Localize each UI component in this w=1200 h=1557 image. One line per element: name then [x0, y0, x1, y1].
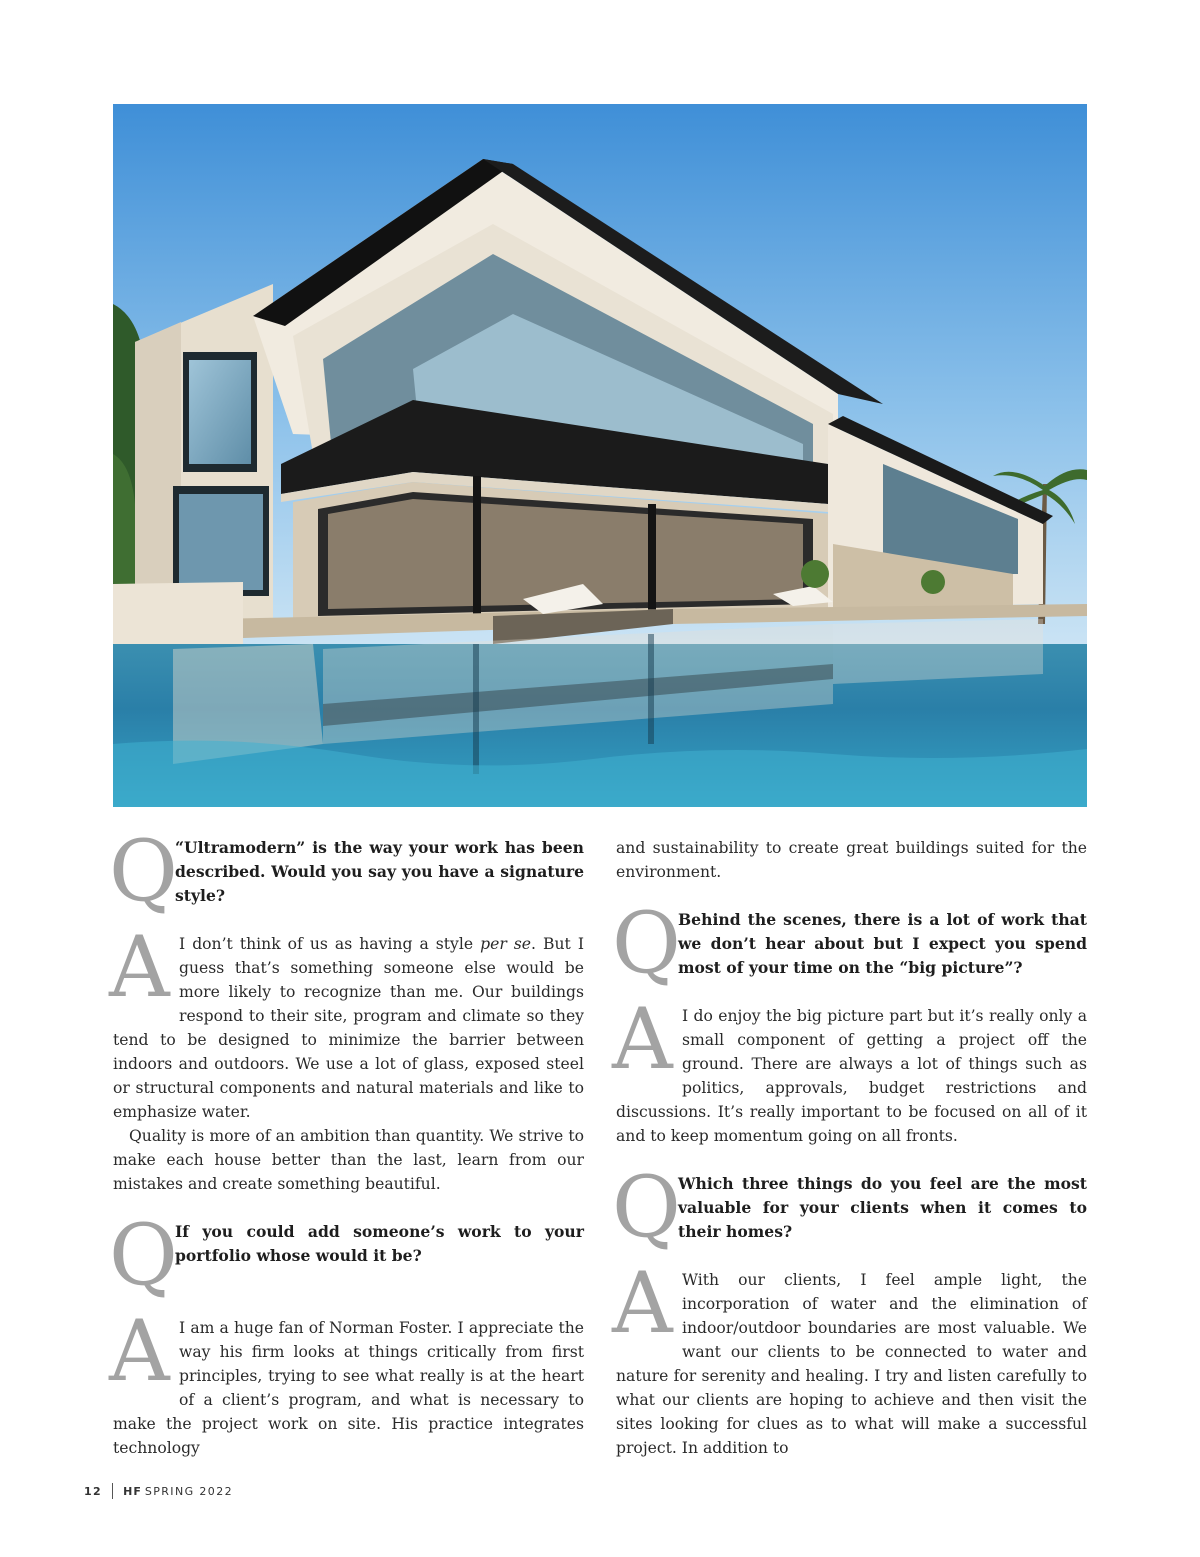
- answer-dropcap: A: [612, 990, 673, 1088]
- answer-paragraph: With our clients, I feel ample light, the incorporation of water and the elimination of indoor/outdoor boundaries are most valuable. We want our clients to be connected to water and nature for serenity and healing. I try and listen carefully to what our clients are hoping to achieve and then visit the sites looking for clues as to what will make a successful project. In addition to: [616, 1271, 1087, 1457]
- question-text: Which three things do you feel are the most valuable for your clients when it comes to their homes?: [678, 1174, 1087, 1241]
- answer-text: . But I guess that’s something someone else would be more likely to recognize than me. Our buildings respond to their site, program and climate so they tend to be designed to minimize the barrier between indoors and outdoors. We use a lot of glass, exposed steel or structural components and natural materials and like to emphasize water.: [113, 935, 584, 1121]
- magazine-brand: HF: [123, 1484, 142, 1498]
- answer-2: [109, 1302, 584, 1460]
- answer-paragraph: and sustainability to create great buildings suited for the environment.: [616, 839, 1087, 881]
- house-photo: [113, 104, 1087, 807]
- question-text: “Ultramodern” is the way your work has been described. Would you say you have a signature style?: [175, 838, 584, 905]
- left-text-column: [109, 822, 584, 1460]
- question-dropcap: Q: [109, 1206, 178, 1304]
- answer-dropcap: A: [109, 1302, 170, 1400]
- answer-3: [612, 990, 1087, 1148]
- question-dropcap: Q: [612, 1158, 681, 1256]
- answer-paragraph: I am a huge fan of Norman Foster. I appreciate the way his firm looks at things critically from first principles, trying to see what really is at the heart of a client’s program, and what is necessary to make the project work on site. His practice integrates technology: [113, 1319, 584, 1457]
- question-1: [109, 822, 584, 920]
- question-dropcap: Q: [109, 822, 178, 920]
- answer-italic: per se: [480, 935, 532, 953]
- question-text: Behind the scenes, there is a lot of work that we don’t hear about but I expect you spend most of your time on the “big picture”?: [678, 910, 1087, 977]
- question-dropcap: Q: [612, 894, 681, 992]
- answer-paragraph: Quality is more of an ambition than quantity. We strive to make each house better than the last, learn from our mistakes and create something beautiful.: [113, 1127, 584, 1193]
- question-text: If you could add someone’s work to your portfolio whose would it be?: [175, 1222, 584, 1265]
- question-2: [109, 1206, 584, 1304]
- answer-1: [109, 918, 584, 1196]
- question-3: [612, 894, 1087, 992]
- answer-dropcap: A: [109, 918, 170, 1016]
- answer-dropcap: A: [612, 1254, 673, 1352]
- page-footer: [84, 1482, 233, 1500]
- page-number: 12: [84, 1484, 103, 1498]
- answer-4: [612, 1254, 1087, 1460]
- answer-paragraph: I do enjoy the big picture part but it’s really only a small component of getting a project off the ground. There are always a lot of things such as politics, approvals, budget restrictions and discussions. It’s really important to be focused on all of it and to keep momentum going on all fronts.: [616, 1007, 1087, 1145]
- right-text-column: [612, 836, 1087, 1460]
- answer-paragraph: [113, 932, 584, 1124]
- continuation-paragraph: [616, 836, 1087, 884]
- answer-text: I don’t think of us as having a style: [179, 935, 481, 953]
- footer-divider: [112, 1483, 113, 1499]
- issue-label: SPRING 2022: [144, 1484, 233, 1498]
- question-4: [612, 1158, 1087, 1256]
